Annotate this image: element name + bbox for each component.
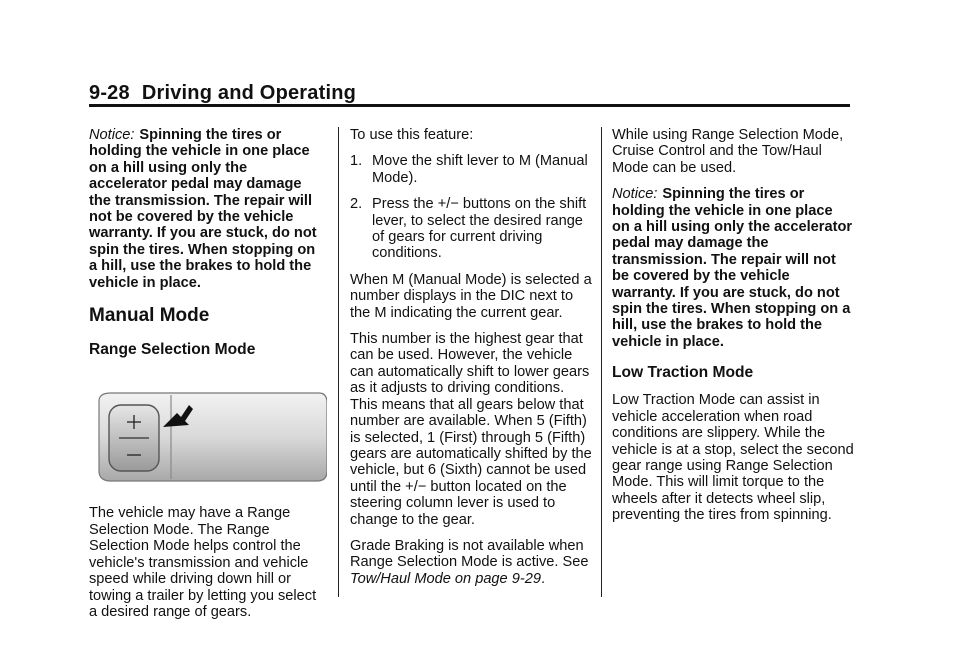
range-selection-paragraph: The vehicle may have a Range Selection Mode. The Range Selection Mode helps control the vehicle's transmission and vehicle speed while driving down hill or towing a trailer by letting you select a desired range of gears.	[89, 505, 317, 620]
header-rule	[89, 104, 850, 107]
list-item: 1. Move the shift lever to M (Manual Mode).	[350, 153, 588, 186]
notice-text: Spinning the tires or holding the vehicle in one place on a hill using only the accelerator pedal may damage the transmission. The repair will not be covered by the vehicle warranty. If you are stuck, do not spin the tires. When stopping on a hill, use the brakes to hold the vehicle in place.	[612, 186, 853, 350]
column-divider-2	[601, 127, 602, 597]
column-3	[612, 127, 854, 534]
manual-mode-paragraph: When M (Manual Mode) is selected a number displays in the DIC next to the M indicating the current gear.	[350, 271, 592, 321]
notice-label: Notice:	[612, 186, 658, 203]
range-selection-usage-paragraph: While using Range Selection Mode, Cruise Control and the Tow/Haul Mode can be used.	[612, 127, 844, 176]
grade-braking-paragraph: Grade Braking is not available when Range Selection Mode is active. See Tow/Haul Mode on page 9‑29.	[350, 537, 589, 587]
column-divider-1	[338, 127, 339, 597]
shift-lever-illustration	[97, 391, 327, 483]
page-header	[89, 82, 356, 105]
intro-text: To use this feature:	[350, 127, 474, 143]
notice-block	[89, 127, 327, 291]
heading-manual-mode: Manual Mode	[89, 305, 210, 327]
heading-range-selection: Range Selection Mode	[89, 341, 256, 359]
notice-block	[612, 186, 854, 350]
page-number: 9-28	[89, 82, 130, 104]
column-2	[350, 127, 592, 597]
notice-text: Spinning the tires or holding the vehicle in one place on a hill using only the accelerator pedal may damage the transmission. The repair will not be covered by the vehicle warranty. If you are stuck, do not spin the tires. When stopping on a hill, use the brakes to hold the vehicle in place.	[89, 127, 317, 291]
low-traction-paragraph: Low Traction Mode can assist in vehicle acceleration when road conditions are slippery. While the vehicle is at a stop, select the second gear range using Range Selection Mode. This will limit torque to the wheels after it detects wheel slip, preventing the tires from spinning.	[612, 392, 854, 524]
notice-label: Notice:	[89, 127, 135, 143]
steps-list	[350, 153, 592, 261]
section-title: Driving and Operating	[141, 82, 357, 104]
highest-gear-paragraph: This number is the highest gear that can be used. However, the vehicle can automatically shift to lower gears as it adjusts to driving conditions. This means that all gears below that number are available. When 5 (Fifth) is selected, 1 (First) through 5 (Fifth) gears are automatically shifted by the vehicle, but 6 (Sixth) cannot be used until the +/− button located on the steering column lever is used to change to the gear.	[350, 331, 592, 528]
heading-low-traction: Low Traction Mode	[612, 364, 754, 382]
cross-reference-link[interactable]: Tow/Haul Mode on page 9‑29	[350, 570, 541, 587]
column-1	[89, 127, 327, 630]
list-item: 2. Press the +/− buttons on the shift lever, to select the desired range of gears for current driving conditions.	[350, 196, 587, 262]
